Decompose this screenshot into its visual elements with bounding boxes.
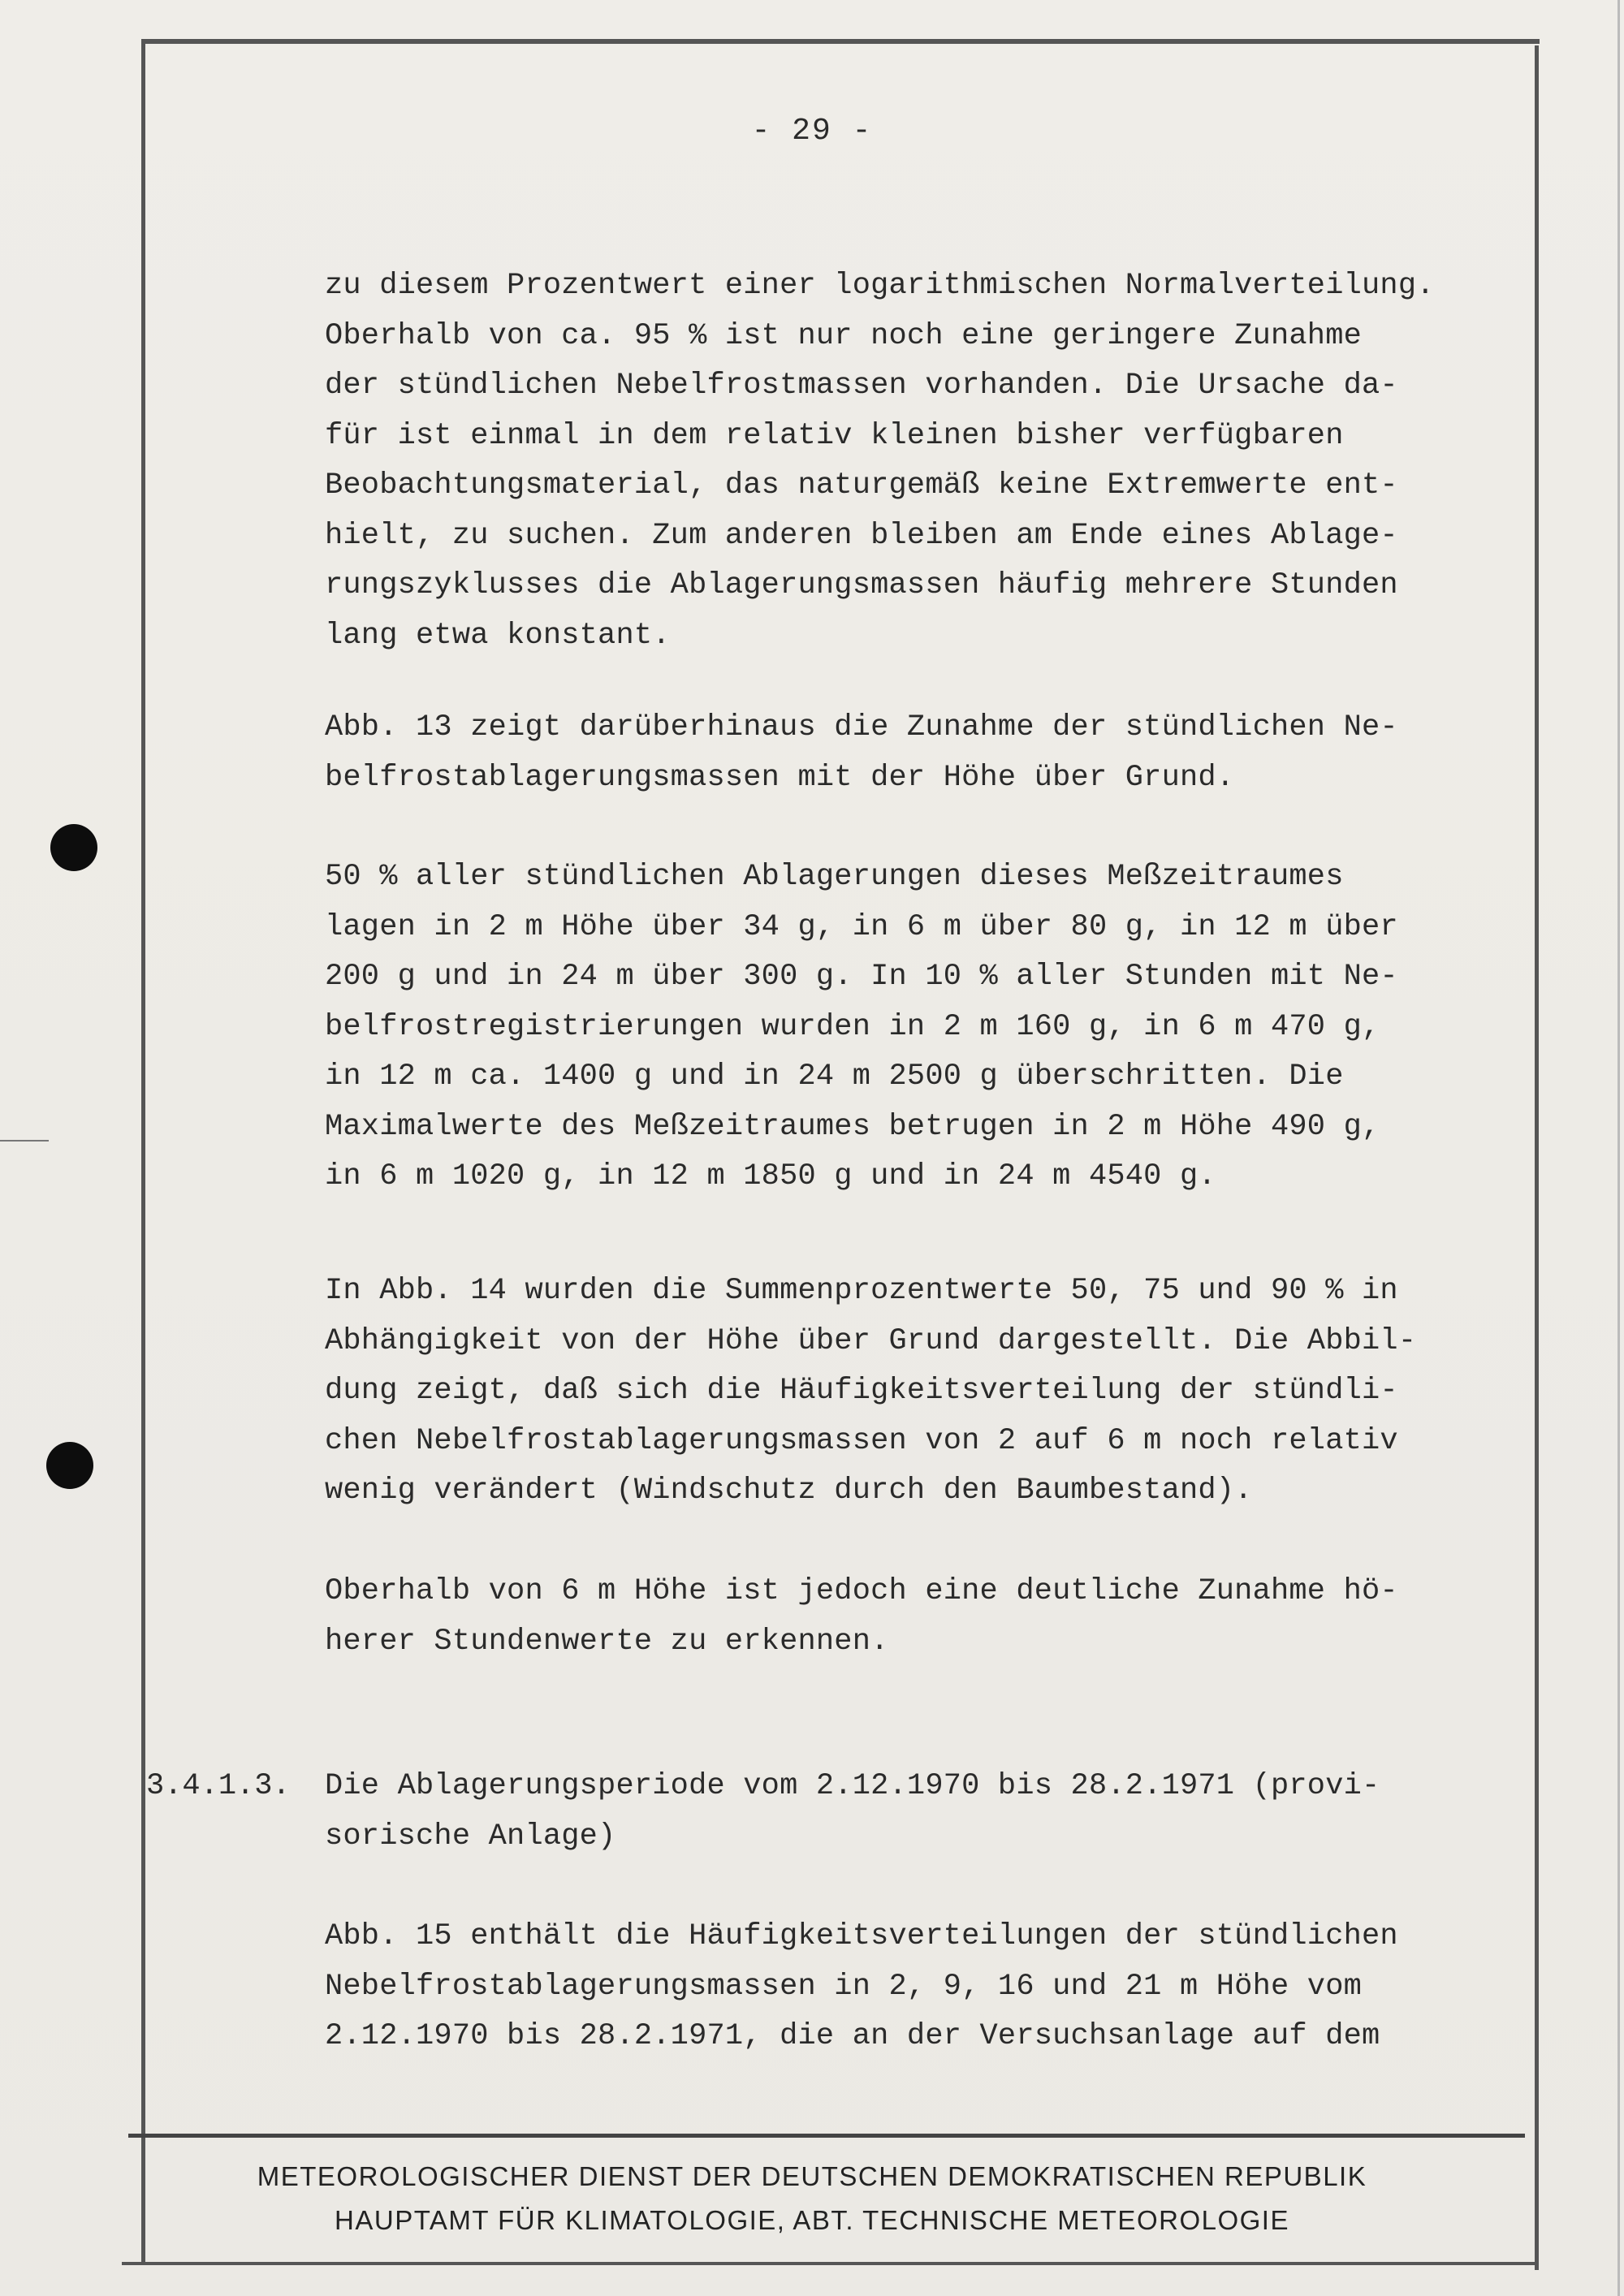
section-number: 3.4.1.3. xyxy=(146,1769,291,1803)
text-line: Oberhalb von ca. 95 % ist nur noch eine geringere Zunahme xyxy=(325,318,1363,353)
paragraph-4 xyxy=(325,1267,1527,1517)
text-line: zu diesem Prozentwert einer logarithmischen Normalverteilung. xyxy=(325,269,1435,303)
paragraph-2 xyxy=(325,703,1527,803)
text-line: wenig verändert (Windschutz durch den Baumbestand). xyxy=(325,1474,1253,1508)
paper-edge xyxy=(1618,0,1620,2296)
text-line: chen Nebelfrostablagerungsmassen von 2 auf 6 m noch relativ xyxy=(325,1423,1398,1458)
text-line: belfrostregistrierungen wurden in 2 m 160 g, in 6 m 470 g, xyxy=(325,1009,1380,1044)
text-line: für ist einmal in dem relativ kleinen bisher verfügbaren xyxy=(325,418,1344,453)
text-line: in 12 m ca. 1400 g und in 24 m 2500 g überschritten. Die xyxy=(325,1060,1344,1094)
text-line: der stündlichen Nebelfrostmassen vorhanden. Die Ursache da- xyxy=(325,369,1398,403)
text-line: Oberhalb von 6 m Höhe ist jedoch eine deutliche Zunahme hö- xyxy=(325,1574,1398,1608)
text-line: Maximalwerte des Meßzeitraumes betrugen in 2 m Höhe 490 g, xyxy=(325,1109,1380,1144)
text-line: lang etwa konstant. xyxy=(325,618,671,653)
section-title-line: sorische Anlage) xyxy=(325,1819,616,1854)
punch-hole-bottom xyxy=(46,1442,93,1489)
text-line: herer Stundenwerte zu erkennen. xyxy=(325,1624,889,1659)
text-line: Beobachtungsmaterial, das naturgemäß keine Extremwerte ent- xyxy=(325,468,1398,503)
text-line: In Abb. 14 wurden die Summenprozentwerte 50, 75 und 90 % in xyxy=(325,1274,1398,1308)
punch-hole-top xyxy=(50,824,97,871)
page-number: - 29 - xyxy=(751,114,873,149)
text-line: Abhängigkeit von der Höhe über Grund dargestellt. Die Abbil- xyxy=(325,1323,1417,1358)
footer-department: HAUPTAMT FÜR KLIMATOLOGIE, ABT. TECHNISCHE METEOROLOGIE xyxy=(335,2205,1289,2235)
paragraph-3 xyxy=(325,852,1527,1202)
text-line: rungszyklusses die Ablagerungsmassen häufig mehrere Stunden xyxy=(325,568,1398,602)
text-line: dung zeigt, daß sich die Häufigkeitsverteilung der stündli- xyxy=(325,1374,1398,1408)
section-heading xyxy=(325,1762,1527,1862)
footer-institution: METEOROLOGISCHER DIENST DER DEUTSCHEN DEMOKRATISCHEN REPUBLIK xyxy=(257,2161,1367,2191)
margin-fold-mark xyxy=(0,1140,49,1142)
text-line: hielt, zu suchen. Zum anderen bleiben am Ende eines Ablage- xyxy=(325,518,1398,553)
text-line: Abb. 15 enthält die Häufigkeitsverteilungen der stündlichen xyxy=(325,1919,1398,1953)
text-line: 50 % aller stündlichen Ablagerungen dieses Meßzeitraumes xyxy=(325,860,1344,894)
text-line: 200 g und in 24 m über 300 g. In 10 % aller Stunden mit Ne- xyxy=(325,960,1398,994)
section-title-line: Die Ablagerungsperiode vom 2.12.1970 bis 28.2.1971 (provi- xyxy=(325,1769,1380,1803)
paragraph-6 xyxy=(325,1912,1527,2062)
frame-left-line xyxy=(141,39,145,2264)
frame-right-line xyxy=(1535,45,1539,2270)
text-line: lagen in 2 m Höhe über 34 g, in 6 m über 80 g, in 12 m über xyxy=(325,909,1398,944)
paragraph-5 xyxy=(325,1567,1527,1667)
text-line: in 6 m 1020 g, in 12 m 1850 g und in 24 m 4540 g. xyxy=(325,1159,1216,1193)
text-line: Abb. 13 zeigt darüberhinaus die Zunahme der stündlichen Ne- xyxy=(325,710,1398,744)
text-line: Nebelfrostablagerungsmassen in 2, 9, 16 und 21 m Höhe vom xyxy=(325,1969,1363,2004)
frame-bottom-line xyxy=(122,2262,1535,2265)
frame-top-line xyxy=(143,39,1540,44)
text-line: 2.12.1970 bis 28.2.1971, die an der Versuchsanlage auf dem xyxy=(325,2019,1380,2053)
paragraph-1 xyxy=(325,261,1527,661)
text-line: belfrostablagerungsmassen mit der Höhe über Grund. xyxy=(325,760,1235,795)
footer-separator-line xyxy=(128,2134,1525,2138)
